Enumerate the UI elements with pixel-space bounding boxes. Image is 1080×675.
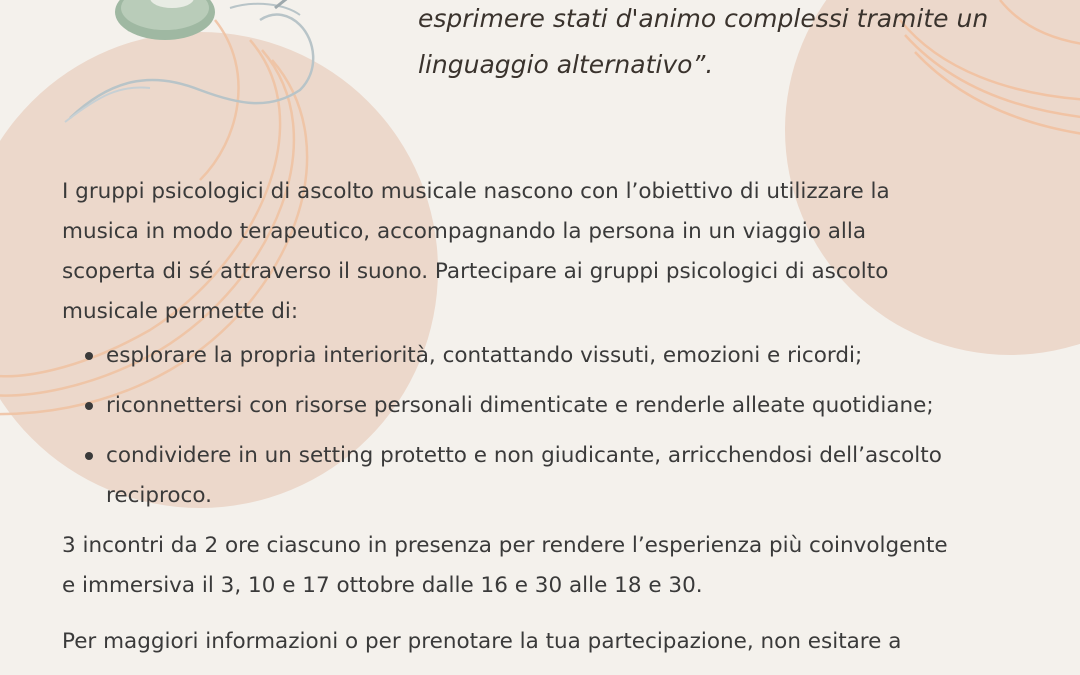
quote-line: esprimere stati d'animo complessi tramite un: [418, 4, 989, 33]
list-item: [62, 386, 1052, 426]
quote-block: [418, 0, 1058, 88]
list-item-text: riconnettersi con risorse personali dimenticate e renderle alleate quotidiane;: [106, 393, 934, 418]
list-item-text: condividere in un setting protetto e non giudicante, arricchendosi dell’ascolto: [106, 443, 942, 468]
intro-paragraph: [62, 172, 1052, 332]
text-line: musicale permette di:: [62, 299, 299, 324]
text-line: 3 incontri da 2 ore ciascuno in presenza per rendere l’esperienza più coinvolgente: [62, 533, 948, 558]
bullet-icon: [85, 402, 93, 410]
benefits-list: [62, 336, 1052, 516]
list-item-text: reciproco.: [106, 483, 212, 508]
quote-line: linguaggio alternativo”.: [418, 50, 714, 79]
bullet-icon: [85, 452, 93, 460]
article-body: [62, 172, 1052, 662]
list-item: [62, 336, 1052, 376]
list-item-text: esplorare la propria interiorità, contattando vissuti, emozioni e ricordi;: [106, 343, 863, 368]
text-line: Per maggiori informazioni o per prenotare la tua partecipazione, non esitare a: [62, 629, 902, 654]
text-line: musica in modo terapeutico, accompagnando la persona in un viaggio alla: [62, 219, 867, 244]
list-item: [62, 436, 1052, 516]
schedule-paragraph: [62, 526, 1052, 606]
text-line: scoperta di sé attraverso il suono. Partecipare ai gruppi psicologici di ascolto: [62, 259, 889, 284]
bullet-icon: [85, 352, 93, 360]
text-line: I gruppi psicologici di ascolto musicale nascono con l’obiettivo di utilizzare la: [62, 179, 890, 204]
text-line: e immersiva il 3, 10 e 17 ottobre dalle 16 e 30 alle 18 e 30.: [62, 573, 703, 598]
contact-paragraph: [62, 622, 1052, 662]
